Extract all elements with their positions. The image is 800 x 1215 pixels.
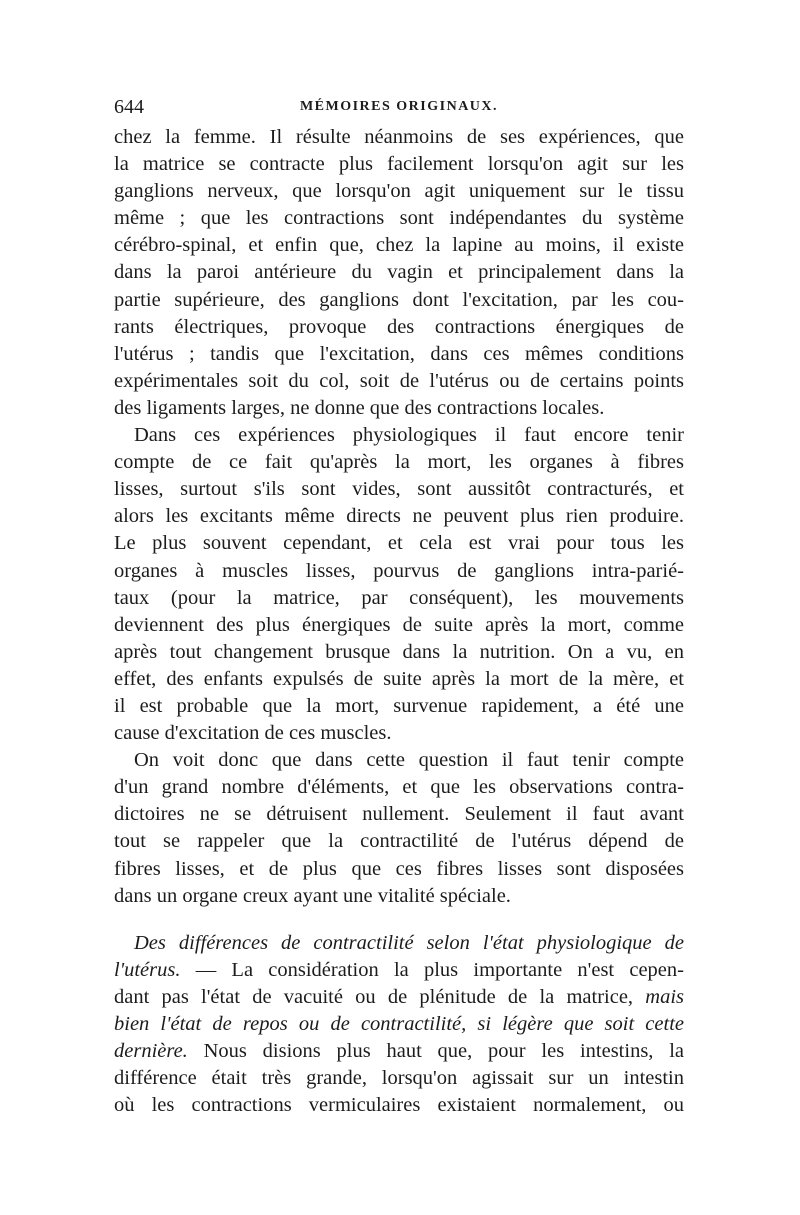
text-line: Le plus souvent cependant, et cela est vrai pour tous les [114, 532, 684, 555]
page-header [114, 92, 684, 122]
paragraph [114, 124, 684, 422]
emphasis-run: mais [633, 985, 684, 1008]
text-line: tout se rappeler que la contractilité de l'utérus dépend de [114, 830, 684, 853]
text-line [114, 1011, 684, 1038]
page-number: 644 [114, 96, 144, 118]
text-line: fibres lisses, et de plus que ces fibres lisses sont disposées [114, 857, 684, 880]
body-text [114, 124, 684, 1119]
running-title: MÉMOIRES ORIGINAUX. [299, 99, 499, 114]
paragraph [114, 422, 684, 747]
text-line: deviennent des plus énergiques de suite après la mort, comme [114, 613, 684, 636]
text-line: cérébro-spinal, et enfin que, chez la lapine au moins, il existe [114, 234, 684, 257]
text-line: taux (pour la matrice, par conséquent), les mouvements [114, 586, 684, 609]
section-heading: Des différences de contractilité selon l'état physiologique de [134, 931, 684, 954]
text-line: rants électriques, provoque des contractions énergiques de [114, 315, 684, 338]
text-line: compte de ce fait qu'après la mort, les organes à fibres [114, 451, 684, 474]
document-page [114, 92, 684, 1119]
text-line: même ; que les contractions sont indépendantes du système [114, 207, 684, 230]
text-line: où les contractions vermiculaires existaient normalement, ou [114, 1094, 684, 1117]
section-heading-end: l'utérus. [114, 958, 181, 981]
text-line: après tout changement brusque dans la nutrition. On a vu, en [114, 640, 684, 663]
section-paragraph [114, 930, 684, 1120]
text-line: effet, des enfants expulsés de suite après la mort de la mère, et [114, 667, 684, 690]
text-line: partie supérieure, des ganglions dont l'excitation, par les cou- [114, 288, 684, 311]
text-line: des ligaments larges, ne donne que des contractions locales. [114, 396, 605, 419]
text-line: Dans ces expériences physiologiques il faut encore tenir [134, 424, 684, 447]
text-line [114, 1038, 684, 1065]
emphasis-run: bien l'état de repos ou de contractilité, si légère que soit cette [114, 1013, 684, 1035]
text-line [114, 957, 684, 984]
text-line: chez la femme. Il résulte néanmoins de ses expériences, que [114, 126, 684, 148]
text-line: alors les excitants même directs ne peuvent plus rien produire. [114, 505, 684, 528]
text-line: cause d'excitation de ces muscles. [114, 722, 392, 745]
text-line [114, 984, 684, 1011]
text-run: dant pas l'état de vacuité ou de plénitude de la matrice, [114, 985, 634, 1008]
text-line: différence était très grande, lorsqu'on agissait sur un intestin [114, 1067, 684, 1090]
text-line: d'un grand nombre d'éléments, et que les observations contra- [114, 776, 684, 799]
paragraph [114, 747, 684, 910]
text-run: — La considération la plus importante n'est cepen- [180, 958, 684, 981]
emphasis-run: dernière. [114, 1040, 188, 1063]
section-heading-line [114, 930, 684, 957]
text-line: dans la paroi antérieure du vagin et principalement dans la [114, 261, 684, 284]
text-line: dans un organe creux ayant une vitalité spéciale. [114, 884, 511, 907]
text-run: Nous disions plus haut que, pour les intestins, la [187, 1040, 684, 1063]
text-line: lisses, surtout s'ils sont vides, sont aussitôt contracturés, et [114, 478, 684, 501]
text-line: l'utérus ; tandis que l'excitation, dans ces mêmes conditions [114, 342, 684, 365]
text-line: il est probable que la mort, survenue rapidement, a été une [114, 694, 684, 717]
text-line: expérimentales soit du col, soit de l'utérus ou de certains points [114, 369, 684, 392]
text-line: On voit donc que dans cette question il faut tenir compte [134, 749, 684, 772]
text-line: la matrice se contracte plus facilement lorsqu'on agit sur les [114, 153, 684, 176]
text-line: organes à muscles lisses, pourvus de ganglions intra-parié- [114, 559, 684, 582]
text-line: dictoires ne se détruisent nullement. Seulement il faut avant [114, 803, 684, 826]
text-line: ganglions nerveux, que lorsqu'on agit uniquement sur le tissu [114, 180, 684, 203]
